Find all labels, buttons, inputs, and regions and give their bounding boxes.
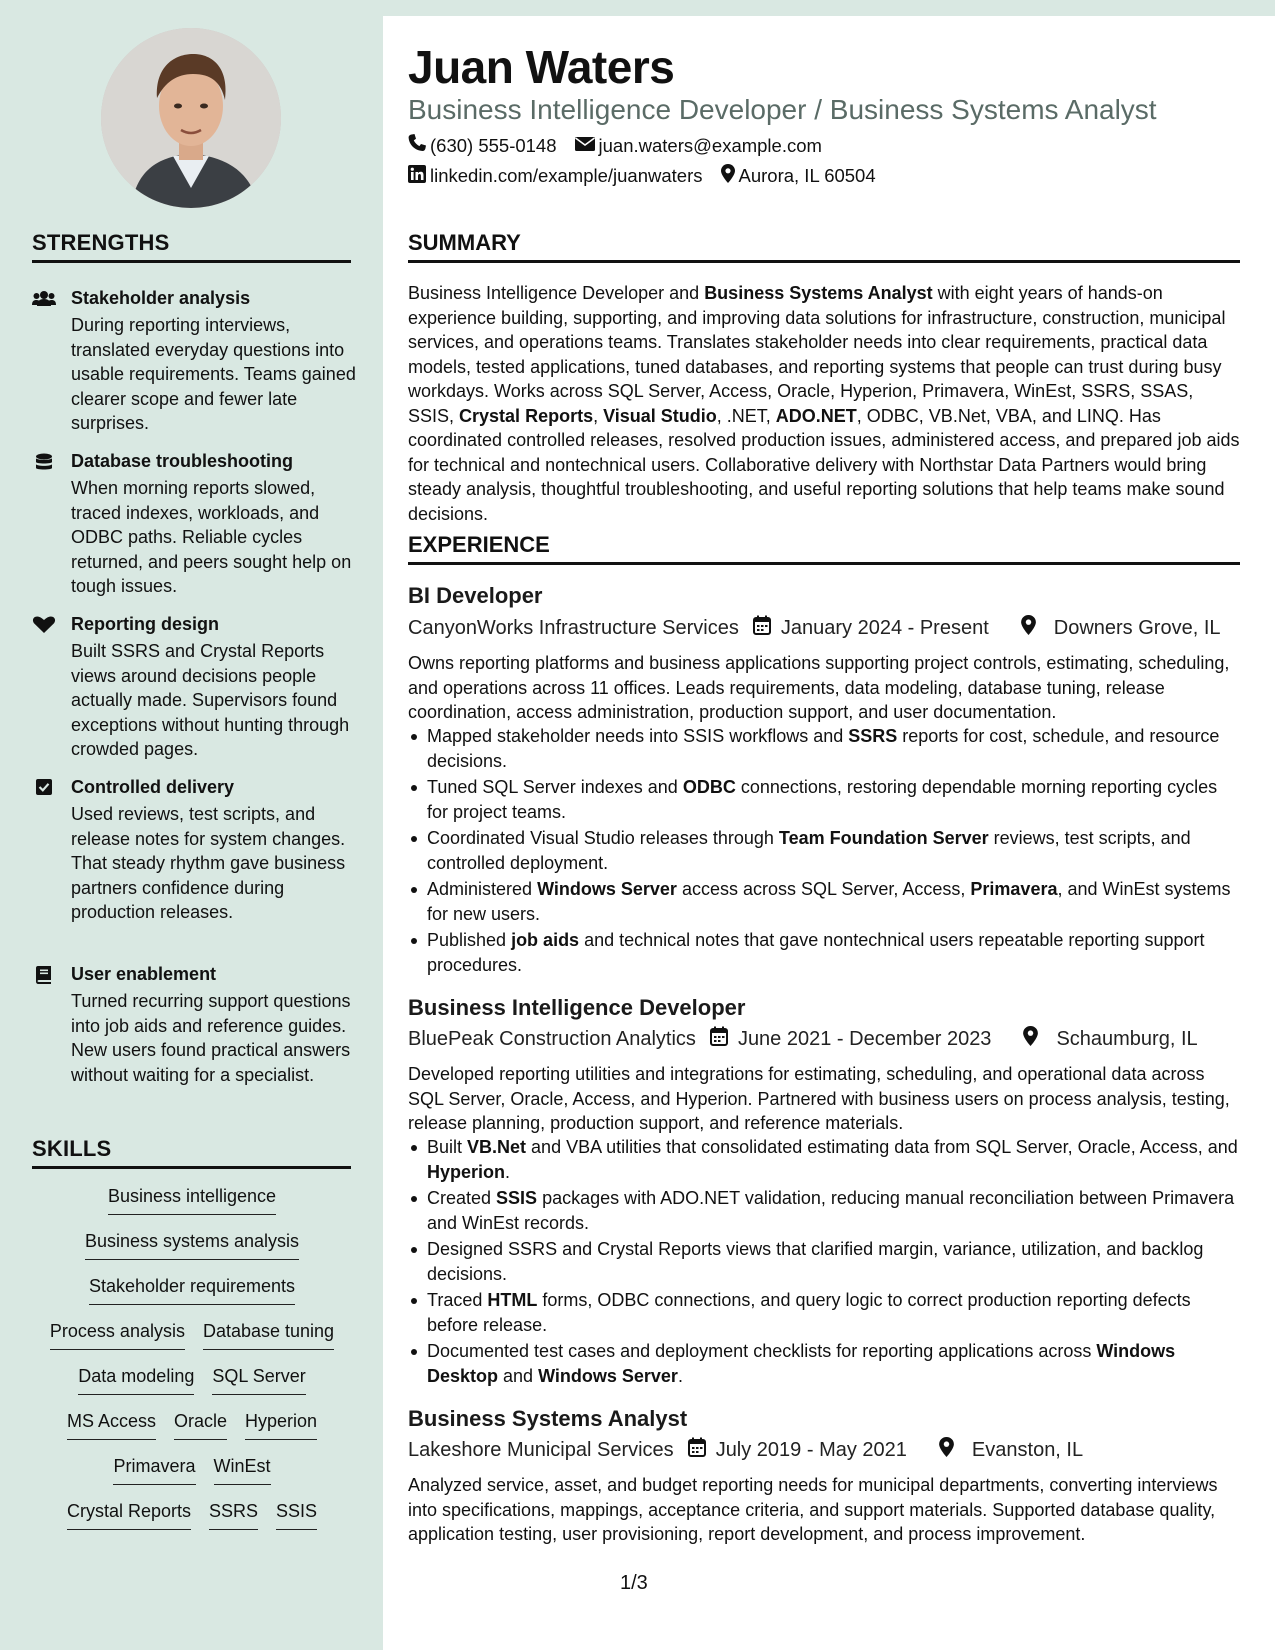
skill-tag: Stakeholder requirements [89,1276,295,1305]
email-link[interactable]: juan.waters@example.com [598,134,822,156]
job-bullet: Published job aids and technical notes that gave nontechnical users repeatable reporting support procedures. [408,928,1240,977]
job-meta [408,1437,1083,1463]
skill-tag: Hyperion [245,1411,317,1440]
skill-tag: SQL Server [212,1366,305,1395]
skill-row [32,1366,352,1411]
strength-title: Controlled delivery [71,777,235,797]
job-description: Analyzed service, asset, and budget reporting needs for municipal departments, converting interviews into specifications, mappings, acceptance criteria, and support materials. Supported database quality, application testing, user provisioning, report development, and process improvement. [408,1475,1218,1544]
job-dates: July 2019 - May 2021 [715,1438,907,1461]
job-location: Evanston, IL [971,1438,1084,1461]
skill-tag: SSIS [276,1501,317,1530]
users-icon [32,290,56,308]
location-pin-icon [1007,615,1046,641]
job-meta [408,1026,1198,1052]
job-meta [408,615,1221,641]
book-icon [32,966,56,984]
skills-heading: SKILLS [32,1136,351,1169]
job-bullet: Created SSIS packages with ADO.NET validation, reducing manual reconciliation between Primavera and WinEst records. [408,1186,1240,1235]
skill-tag: Business systems analysis [85,1231,299,1260]
calendar-icon [739,615,781,641]
location-pin-icon [721,164,739,188]
contact-row [408,134,822,157]
strength-title: Reporting design [71,614,219,634]
candidate-role: Business Intelligence Developer / Business Systems Analyst [408,94,1157,125]
location-pin-icon [1009,1026,1048,1052]
job-bullets [408,724,1240,979]
linkedin-icon [408,165,430,188]
skill-tag: Primavera [113,1456,195,1485]
skill-tag: MS Access [67,1411,156,1440]
checkbox-icon [32,779,56,797]
database-icon [32,453,56,471]
skill-tag: Business intelligence [108,1186,276,1215]
header-band [383,0,1275,16]
skill-tag: Data modeling [78,1366,194,1395]
skill-tag: WinEst [214,1456,271,1485]
skill-row [32,1276,352,1321]
job-bullet: Mapped stakeholder needs into SSIS workflows and SSRS reports for cost, schedule, and resource decisions. [408,724,1240,773]
strength-desc: During reporting interviews, translated everyday questions into usable requirements. Teams gained clearer scope and fewer late surprises. [71,315,356,433]
company-name: Lakeshore Municipal Services [408,1438,674,1461]
job-bullet: Built VB.Net and VBA utilities that consolidated estimating data from SQL Server, Oracle, Access, and Hyperion. [408,1135,1240,1184]
skill-row [32,1501,352,1546]
skill-row [32,1186,352,1231]
profile-photo [101,28,281,208]
skill-row [32,1456,352,1501]
heart-icon [32,616,56,634]
job-location: Schaumburg, IL [1056,1027,1198,1050]
experience-heading: EXPERIENCE [408,532,1240,565]
contact-row [408,164,876,188]
phone-link[interactable]: (630) 555-0148 [430,134,557,156]
phone-icon [408,134,430,157]
strengths-heading: STRENGTHS [32,230,351,263]
job-dates: June 2021 - December 2023 [737,1027,992,1050]
skill-row [32,1321,352,1366]
page-number: 1/3 [620,1572,648,1594]
strength-desc: Used reviews, test scripts, and release notes for system changes. That steady rhythm gave business partners confidence during production releases. [71,804,346,922]
skill-row [32,1411,352,1456]
job-location: Downers Grove, IL [1053,616,1221,639]
email-icon [575,135,599,157]
calendar-icon [674,1437,716,1463]
skill-tag: Oracle [174,1411,227,1440]
job-dates: January 2024 - Present [780,616,989,639]
strength-desc: When morning reports slowed, traced indexes, workloads, and ODBC paths. Reliable cycles returned, and peers sought help on tough issues. [71,478,352,596]
job-bullets [408,1135,1240,1390]
strength-desc: Turned recurring support questions into job aids and reference guides. New users found practical answers without waiting for a specialist. [71,991,351,1085]
job-bullet: Traced HTML forms, ODBC connections, and query logic to correct production reporting defects before release. [408,1288,1240,1337]
summary-text: Business Intelligence Developer and Business Systems Analyst with eight years of hands-on experience building, supporting, and improving data solutions for infrastructure, construction, municipal services, and operations teams. Translates stakeholder needs into clear requirements, practical data models, tested applications, tuned databases, and reporting systems that people can trust during busy workdays. Works across SQL Server, Access, Oracle, Hyperion, Primavera, WinEst, SSRS, SSAS, SSIS, Crystal Reports, Visual Studio, .NET, ADO.NET, ODBC, VB.Net, VBA, and LINQ. Has coordinated controlled releases, resolved production issues, administered access, and prepared job aids for technical and nontechnical users. Collaborative delivery with Northstar Data Partners would bring steady analysis, thoughtful troubleshooting, and useful reporting solutions that help teams make sound decisions. [408,283,1240,524]
job-title: BI Developer [408,583,543,608]
linkedin-link[interactable]: linkedin.com/example/juanwaters [430,165,703,186]
summary-heading: SUMMARY [408,230,1240,263]
job-title: Business Systems Analyst [408,1406,688,1431]
calendar-icon [696,1026,738,1052]
job-bullet: Tuned SQL Server indexes and ODBC connections, restoring dependable morning reporting cycles for project teams. [408,775,1240,824]
job-description: Owns reporting platforms and business applications supporting project controls, estimating, scheduling, and operations across 11 offices. Leads requirements, data modeling, database tuning, release coordination, access administration, production support, and user documentation. [408,653,1230,722]
location-pin-icon [925,1437,964,1463]
skills-list [32,1186,352,1546]
strength-title: Stakeholder analysis [71,288,251,308]
candidate-name: Juan Waters [408,41,675,93]
skill-tag: Crystal Reports [67,1501,191,1530]
strength-desc: Built SSRS and Crystal Reports views around decisions people actually made. Supervisors found exceptions without hunting through crowded pages. [71,641,350,759]
company-name: CanyonWorks Infrastructure Services [408,616,739,639]
job-bullet: Documented test cases and deployment checklists for reporting applications across Windows Desktop and Windows Server. [408,1339,1240,1388]
skill-tag: SSRS [209,1501,258,1530]
job-bullet: Coordinated Visual Studio releases through Team Foundation Server reviews, test scripts, and controlled deployment. [408,826,1240,875]
location-text: Aurora, IL 60504 [738,165,876,186]
skill-row [32,1231,352,1276]
company-name: BluePeak Construction Analytics [408,1027,696,1050]
job-title: Business Intelligence Developer [408,995,746,1020]
skill-tag: Process analysis [50,1321,185,1350]
strength-title: User enablement [71,964,217,984]
job-bullet: Administered Windows Server access across SQL Server, Access, Primavera, and WinEst systems for new users. [408,877,1240,926]
strength-title: Database troubleshooting [71,451,294,471]
job-bullet: Designed SSRS and Crystal Reports views that clarified margin, variance, utilization, and backlog decisions. [408,1237,1240,1286]
skill-tag: Database tuning [203,1321,334,1350]
job-description: Developed reporting utilities and integrations for estimating, scheduling, and operational data across SQL Server, Oracle, Access, and Hyperion. Partnered with business users on process analysis, testing, release planning, production support, and reference materials. [408,1064,1230,1133]
